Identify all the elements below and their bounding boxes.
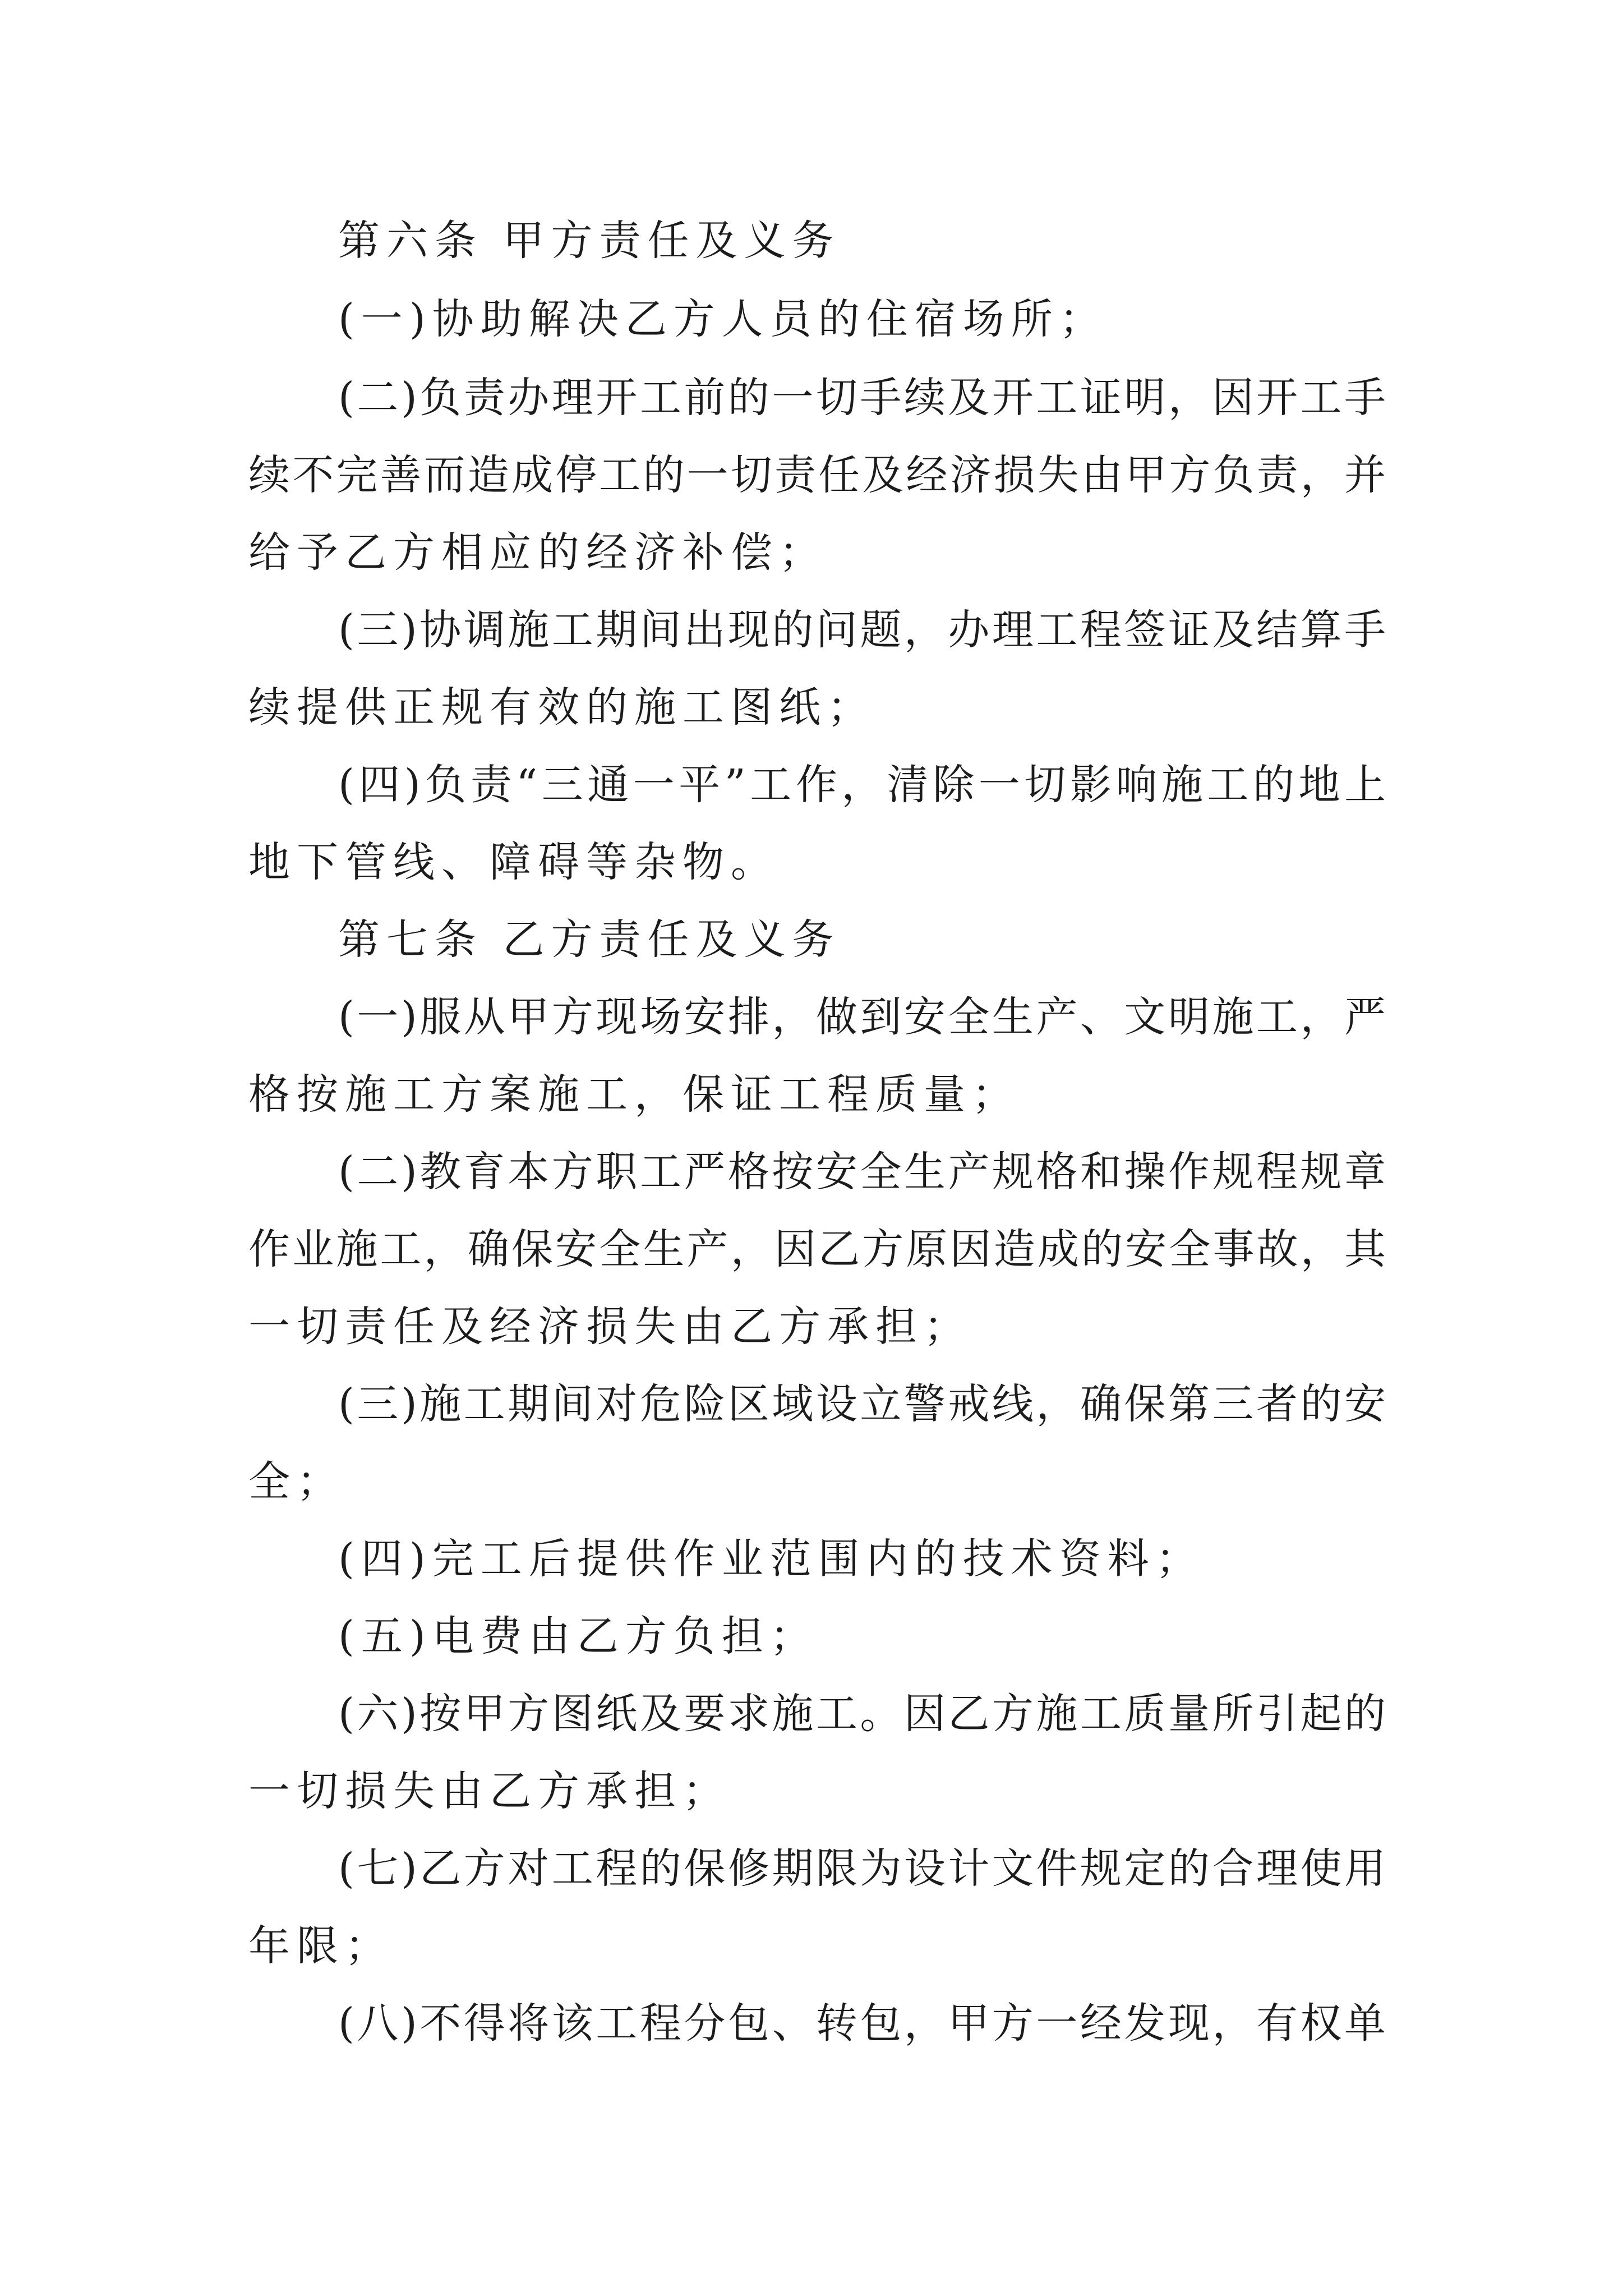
article-6-item-3-line-2: 续提供正规有效的施工图纸； xyxy=(248,683,875,731)
article-7-item-2-line-1: (二)教育本方职工严格按安全生产规格和操作规程规章 xyxy=(338,1148,1386,1196)
article-7-item-7-line-1: (七)乙方对工程的保修期限为设计文件规定的合理使用 xyxy=(338,1844,1386,1893)
article-7-item-3-line-1: (三)施工期间对危险区域设立警戒线，确保第三者的安 xyxy=(338,1380,1386,1428)
article-7-item-6-line-1: (六)按甲方图纸及要求施工。因乙方施工质量所引起的 xyxy=(338,1690,1386,1738)
article-7-item-8-line-1: (八)不得将该工程分包、转包，甲方一经发现，有权单 xyxy=(338,1999,1386,2047)
article-7-item-1-line-1: (一)服从甲方现场安排，做到安全生产、文明施工，严 xyxy=(338,993,1386,1041)
article-6-item-1: (一)协助解决乙方人员的住宿场所； xyxy=(338,295,1108,343)
article-7-item-4: (四)完工后提供作业范围内的技术资料； xyxy=(338,1535,1204,1583)
article-6-item-4-line-1: (四)负责“三通一平”工作，清除一切影响施工的地上 xyxy=(338,761,1386,809)
article-7-item-1-line-2: 格按施工方案施工，保证工程质量； xyxy=(248,1070,1020,1119)
article-7-item-5: (五)电费由乙方负担； xyxy=(338,1612,818,1660)
article-6-item-2-line-3: 给予乙方相应的经济补偿； xyxy=(248,528,827,577)
article-7-item-6-line-2: 一切损失由乙方承担； xyxy=(248,1767,731,1815)
article-7-item-7-line-2: 年限； xyxy=(248,1922,393,1970)
article-7-item-3-line-2: 全； xyxy=(248,1457,345,1506)
article-6-heading: 第六条 甲方责任及义务 xyxy=(338,217,841,265)
article-6-item-2-line-1: (二)负责办理开工前的一切手续及开工证明，因开工手 xyxy=(338,374,1386,422)
article-6-item-4-line-2: 地下管线、障碍等杂物。 xyxy=(248,838,779,886)
article-6-item-3-line-1: (三)协调施工期间出现的问题，办理工程签证及结算手 xyxy=(338,606,1386,654)
article-7-heading: 第七条 乙方责任及义务 xyxy=(338,915,841,964)
article-7-item-2-line-3: 一切责任及经济损失由乙方承担； xyxy=(248,1303,972,1351)
article-7-item-2-line-2: 作业施工，确保安全生产，因乙方原因造成的安全事故，其 xyxy=(248,1225,1386,1273)
article-6-item-2-line-2: 续不完善而造成停工的一切责任及经济损失由甲方负责，并 xyxy=(248,451,1386,499)
